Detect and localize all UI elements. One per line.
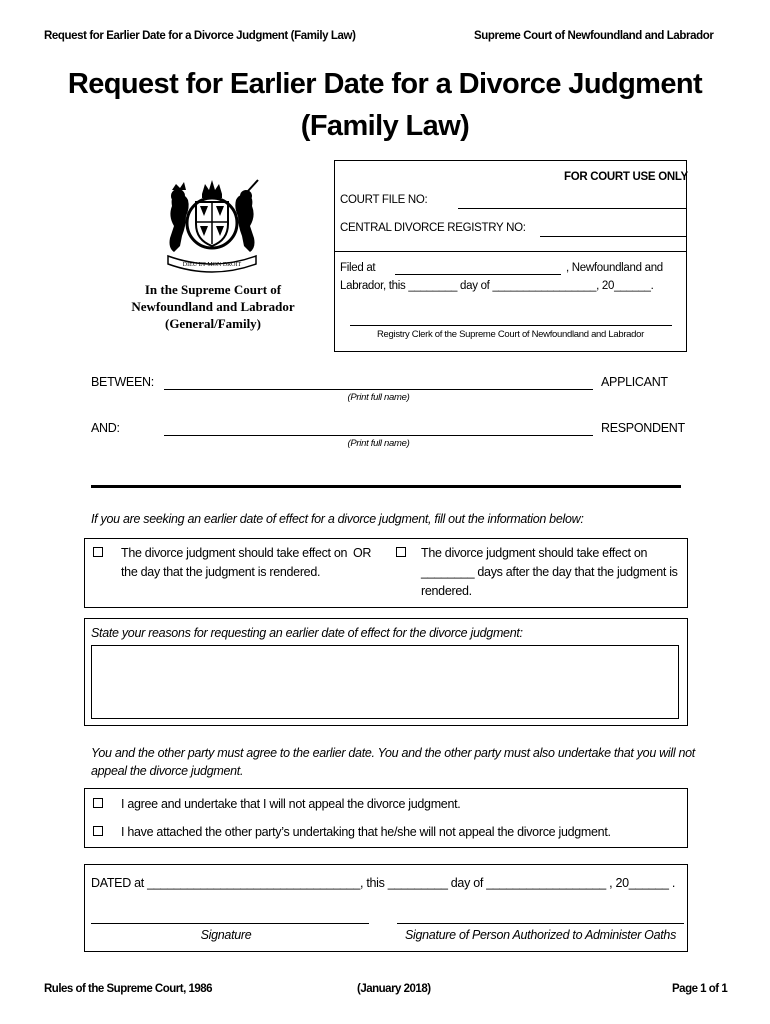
undertake1-text: I agree and undertake that I will not appeal the divorce judgment. [121, 797, 461, 811]
option1-line2: the day that the judgment is rendered. [121, 565, 321, 579]
court-name-line3: (General/Family) [164, 316, 262, 331]
agree-text-line1: You and the other party must agree to the earlier date. You and the other party must also undertake that you will not [91, 746, 695, 760]
royal-crest-icon [160, 176, 264, 274]
filed-province-label: , Newfoundland and [566, 262, 663, 274]
between-label: BETWEEN: [91, 375, 154, 389]
clerk-signature-field[interactable] [350, 325, 672, 326]
applicant-name-field[interactable] [164, 389, 593, 390]
applicant-label: APPLICANT [601, 375, 668, 389]
court-name-line1: In the Supreme Court of [144, 282, 282, 297]
agree-text-line2: appeal the divorce judgment. [91, 764, 244, 778]
clerk-caption: Registry Clerk of the Supreme Court of Newfoundland and Labrador [376, 329, 644, 340]
and-label: AND: [91, 421, 120, 435]
page-title: Request for Earlier Date for a Divorce Judgment [67, 68, 703, 100]
option1-line1: The divorce judgment should take effect on [121, 546, 348, 560]
signature-field[interactable] [91, 923, 369, 924]
filed-at-label: Filed at [340, 262, 376, 274]
reasons-label: State your reasons for requesting an earlier date of effect for the divorce judgment: [91, 626, 523, 640]
intro-text: If you are seeking an earlier date of effect for a divorce judgment, fill out the information below: [91, 512, 584, 526]
registry-field[interactable] [540, 236, 686, 237]
undertake2-checkbox[interactable] [93, 826, 103, 836]
crest-motto: DIEU ET MON DROIT [182, 262, 242, 268]
court-use-box [334, 160, 687, 352]
undertake2-text: I have attached the other party’s undertaking that he/she will not appeal the divorce judgment. [121, 825, 611, 839]
respondent-name-field[interactable] [164, 435, 593, 436]
footer-rules: Rules of the Supreme Court, 1986 [44, 983, 213, 995]
option2-line3: rendered. [421, 584, 472, 598]
court-file-field[interactable] [458, 208, 686, 209]
section-divider [91, 485, 681, 488]
applicant-print-name: (Print full name) [347, 392, 410, 403]
footer-page: Page 1 of 1 [672, 983, 728, 995]
court-use-heading: FOR COURT USE ONLY [564, 171, 688, 183]
filed-date-line: Labrador, this ________ day of _________________, 20______. [340, 280, 654, 292]
footer-date: (January 2018) [357, 983, 431, 995]
option2-line1: The divorce judgment should take effect on [421, 546, 648, 560]
reasons-textarea[interactable] [91, 645, 679, 719]
undertake1-checkbox[interactable] [93, 798, 103, 808]
dated-line: DATED at ________________________________, this _________ day of __________________ , 20______ . [91, 876, 676, 890]
header-right: Supreme Court of Newfoundland and Labrador [474, 30, 714, 42]
option2-checkbox[interactable] [396, 547, 406, 557]
respondent-print-name: (Print full name) [347, 438, 410, 449]
registry-label: CENTRAL DIVORCE REGISTRY NO: [340, 222, 526, 234]
respondent-label: RESPONDENT [601, 421, 685, 435]
signature-caption: Signature [200, 928, 252, 942]
option2-line2: ________ days after the day that the judgment is [421, 565, 678, 579]
filed-at-field[interactable] [395, 274, 561, 275]
option1-checkbox[interactable] [93, 547, 103, 557]
header-left: Request for Earlier Date for a Divorce Judgment (Family Law) [44, 30, 356, 42]
or-label: OR [353, 546, 372, 560]
court-name-line2: Newfoundland and Labrador [131, 299, 295, 314]
page-title-sub: (Family Law) [300, 110, 470, 142]
court-use-divider [334, 251, 687, 252]
oaths-signature-caption: Signature of Person Authorized to Administer Oaths [404, 928, 677, 942]
oaths-signature-field[interactable] [397, 923, 684, 924]
court-file-label: COURT FILE NO: [340, 194, 428, 206]
